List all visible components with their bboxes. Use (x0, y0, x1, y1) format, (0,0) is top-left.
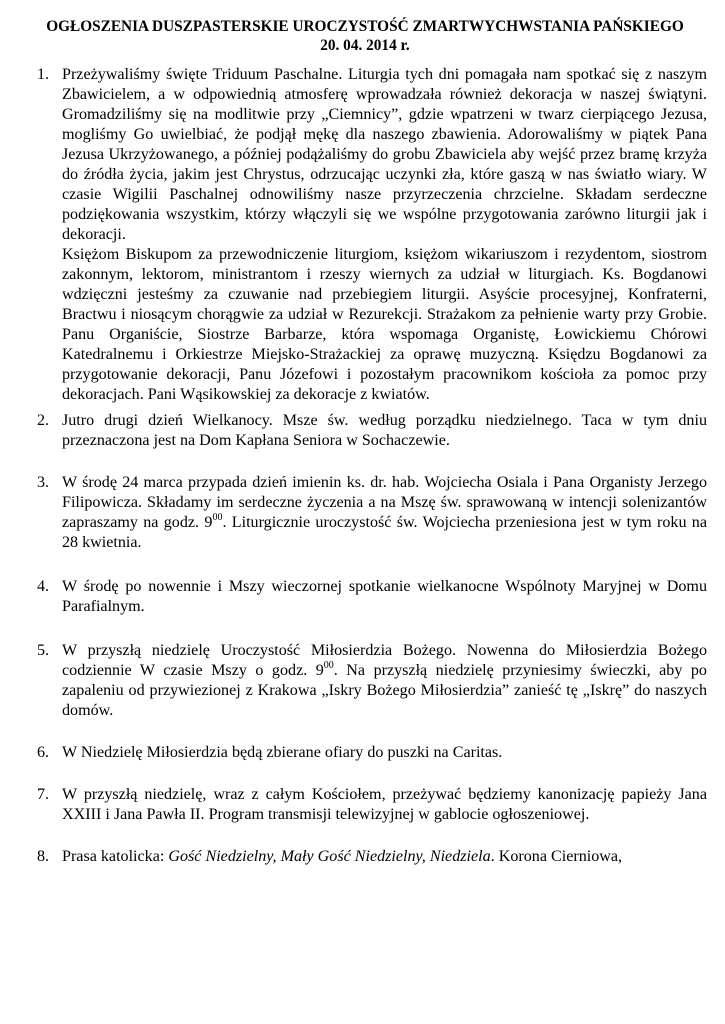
item-number: 7. (37, 786, 50, 803)
announcement-item (37, 411, 707, 451)
time-superscript: 00 (212, 511, 223, 523)
item-text-continued: Księżom Biskupom za przewodniczenie liturgiom, księżom wikariuszom i rezydentom, siostrom zakonnym, lektorom, ministrantom i rzeszy wiernych za udział w liturgiach. Ks. Bogdanowi wdzięczni jesteśmy za czuwanie nad przebiegiem liturgii. Asyście procesyjnej, Konfraterni, Bractwu i niosącym chorągwie za udział w Rezurekcji. Strażakom za pełnienie warty przy Grobie. Panu Organiście, Siostrze Barbarze, która wspomaga Organistę, Łowickiemu Chórowi Katedralnemu i Orkiestrze Miejsko-Strażackiej za oprawę muzyczną. Księdzu Bogdanowi za przygotowanie dekoracji, Panu Józefowi i pozostałym pracownikom kościoła za pomoc przy dekoracjach. Pani Wąsikowskiej za dekoracje z kwiatów. (62, 246, 707, 403)
announcement-item (37, 473, 707, 553)
item-number: 8. (37, 848, 50, 865)
item-text-end: . Na przyszłą niedzielę przyniesimy świeczki, aby po zapaleniu od przywiezionej z Krakowa „Iskry Bożego Miłosierdzia” zanieść tę „Iskrę” do naszych domów. (62, 662, 707, 719)
item-text-start: Prasa katolicka: (62, 848, 169, 865)
item-text: W przyszłą niedzielę, wraz z całym Kościołem, przeżywać będziemy kanonizację papieży Jana XXIII i Jana Pawła II. Program transmisji telewizyjnej w gablocie ogłoszeniowej. (62, 786, 707, 823)
item-text: W Niedzielę Miłosierdzia będą zbierane ofiary do puszki na Caritas. (62, 744, 503, 761)
time-superscript: 00 (323, 659, 334, 671)
item-text: Jutro drugi dzień Wielkanocy. Msze św. według porządku niedzielnego. Taca w tym dniu przeznaczona jest na Dom Kapłana Seniora w Sochaczewie. (62, 412, 707, 449)
item-number: 4. (37, 578, 50, 595)
announcement-list (0, 65, 725, 867)
item-text-end: . Liturgicznie uroczystość św. Wojciecha przeniesiona jest w tym roku na 28 kwietnia. (62, 514, 707, 551)
heading-date: 20. 04. 2014 r. (320, 37, 410, 54)
announcement-item (37, 577, 707, 617)
item-number: 1. (37, 66, 50, 83)
announcement-item (37, 65, 707, 405)
item-text: Przeżywaliśmy święte Triduum Paschalne. Liturgia tych dni pomagała nam spotkać się z naszym Zbawicielem, a w odpowiednią atmosferę wprowadzała również dekoracja w naszej świątyni. Gromadziliśmy się na modlitwie przy „Ciemnicy”, gdzie wpatrzeni w twarz cierpiącego Jezusa, mogliśmy Go uwielbiać, że podjął mękę dla naszego zbawienia. Adorowaliśmy w piątek Pana Jezusa Ukrzyżowanego, a później podążaliśmy do grobu Zbawiciela aby wejść przez bramę krzyża do źródła życia, jakim jest Chrystus, odrzucając uczynki zła, które gaszą w nas światło wiary. W czasie Wigilii Paschalnej odnowiliśmy nasze przyrzeczenia chrzcielne. Składam serdeczne podziękowania wszystkim, którzy włączyli się we wspólne przygotowania zarówno liturgii jak i dekoracji. (62, 66, 707, 243)
item-text-start: W środę 24 marca przypada dzień imienin ks. dr. hab. Wojciecha Osiala i Pana Organisty Jerzego Filipowicza. Składamy im serdeczne życzenia a na Mszę św. sprawowaną w intencji solenizantów zapraszamy na godz. 9 (62, 474, 707, 531)
heading-title: OGŁOSZENIA DUSZPASTERSKIE UROCZYSTOŚĆ ZMARTWYCHWSTANIA PAŃSKIEGO (46, 18, 684, 35)
item-text (62, 847, 707, 867)
announcement-item (37, 785, 707, 825)
item-text: W środę po nowennie i Mszy wieczornej spotkanie wielkanocne Wspólnoty Maryjnej w Domu Parafialnym. (62, 578, 707, 615)
item-text (62, 473, 707, 553)
item-text-start: W przyszłą niedzielę Uroczystość Miłosierdzia Bożego. Nowenna do Miłosierdzia Bożego codziennie W czasie Mszy o godz. 9 (62, 642, 707, 679)
item-number: 3. (37, 474, 50, 491)
item-text (62, 641, 707, 721)
item-text-end: . Korona Cierniowa, (490, 848, 623, 865)
announcement-item (37, 641, 707, 721)
announcement-item (37, 743, 707, 763)
item-number: 5. (37, 642, 50, 659)
item-number: 2. (37, 412, 50, 429)
announcement-heading (20, 17, 710, 55)
press-titles: Gość Niedzielny, Mały Gość Niedzielny, Niedziela (168, 848, 491, 865)
item-number: 6. (37, 744, 50, 761)
announcement-item (37, 847, 707, 867)
